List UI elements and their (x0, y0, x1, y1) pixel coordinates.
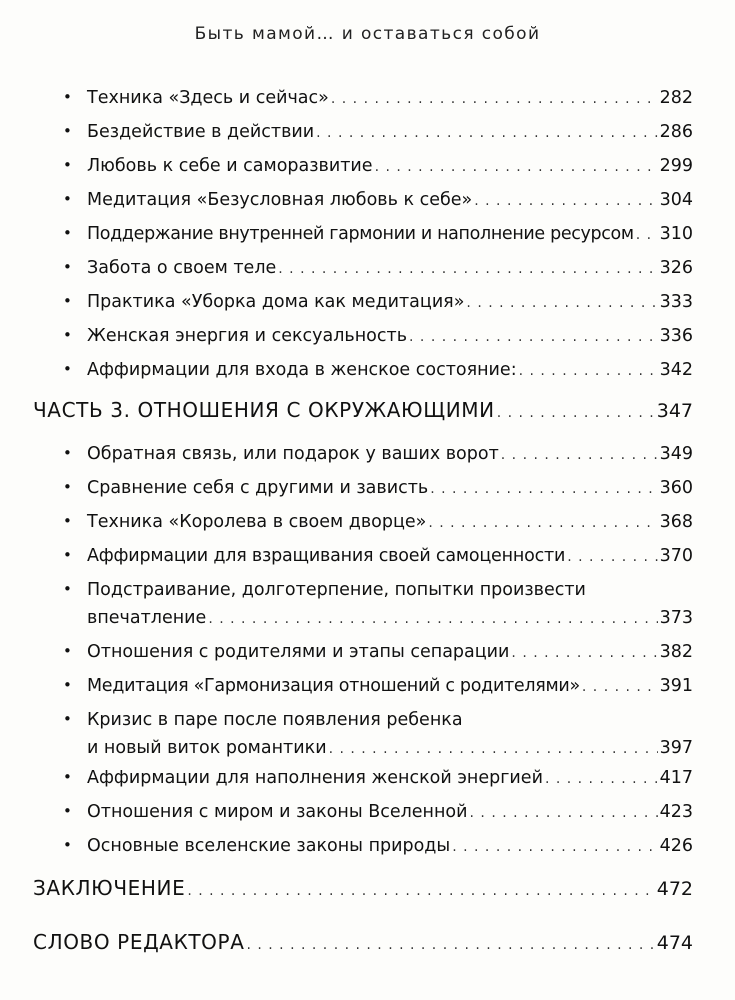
dot-leader (497, 405, 655, 421)
editor-word-title: СЛОВО РЕДАКТОРА (33, 930, 245, 954)
toc-entry-page: 333 (659, 292, 693, 312)
bullet: • (63, 512, 72, 530)
toc-entry-page: 299 (659, 156, 693, 176)
toc-entry-title: Сравнение себя с другими и зависть (87, 478, 429, 498)
toc-entry-page: 310 (659, 224, 693, 244)
toc-entry-title: Основные вселенские законы природы (87, 836, 451, 856)
toc-entry-title: Забота о своем теле (87, 258, 277, 278)
dot-leader (466, 295, 657, 311)
dot-leader (428, 515, 657, 531)
toc-entry-title: Кризис в паре после появления ребенка (87, 710, 463, 730)
toc-entry-title: Медитация «Безусловная любовь к себе» (87, 190, 473, 210)
toc-entry-page: 426 (659, 836, 693, 856)
toc-entry-page: 282 (659, 88, 693, 108)
toc-entry-page: 382 (659, 642, 693, 662)
running-title: Быть мамой… и оставаться собой (194, 24, 541, 44)
bullet: • (63, 156, 72, 174)
dot-leader (545, 771, 658, 787)
toc-entry-title: Любовь к себе и саморазвитие (87, 156, 373, 176)
part-page: 347 (656, 400, 693, 422)
toc-entry-title: Техника «Здесь и сейчас» (87, 88, 329, 108)
bullet: • (63, 122, 72, 140)
dot-leader (187, 883, 654, 899)
toc-entry-page: 342 (659, 360, 693, 380)
toc-entry-page: 423 (659, 802, 693, 822)
toc-entry-title: Аффирмации для входа в женское состояние: (87, 360, 517, 380)
bullet: • (63, 478, 72, 496)
bullet: • (63, 580, 72, 598)
dot-leader (430, 481, 657, 497)
toc-entry-page: 336 (659, 326, 693, 346)
toc-entry-title: Подстраивание, долготерпение, попытки произвести (87, 580, 586, 600)
dot-leader (582, 679, 658, 695)
bullet: • (63, 802, 72, 820)
toc-entry-title: Аффирмации для взращивания своей самоценности (87, 546, 566, 566)
dot-leader (329, 741, 658, 757)
bullet: • (63, 546, 72, 564)
bullet: • (63, 190, 72, 208)
toc-entry-page: 397 (659, 738, 693, 758)
toc-entry-title: Аффирмации для наполнения женской энергией (87, 768, 543, 788)
editor-word-page: 474 (656, 932, 693, 954)
toc-entry-page: 349 (659, 444, 693, 464)
part-title: ЧАСТЬ 3. ОТНОШЕНИЯ С ОКРУЖАЮЩИМИ (33, 398, 495, 422)
toc-entry-title: Практика «Уборка дома как медитация» (87, 292, 465, 312)
toc-entry-page: 373 (659, 608, 693, 628)
toc-entry-page: 304 (659, 190, 693, 210)
toc-entry-title: Поддержание внутренней гармонии и наполнение ресурсом (87, 224, 634, 244)
toc-entry-page: 417 (659, 768, 693, 788)
dot-leader (452, 839, 657, 855)
dot-leader (470, 805, 658, 821)
dot-leader (511, 645, 657, 661)
bullet: • (63, 444, 72, 462)
bullet: • (63, 642, 72, 660)
toc-entry-page: 360 (659, 478, 693, 498)
bullet: • (63, 676, 72, 694)
toc-entry-title-cont: впечатление (87, 608, 207, 628)
dot-leader (501, 447, 658, 463)
toc-entry-title: Обратная связь, или подарок у ваших ворот (87, 444, 499, 464)
toc-entry-title: Отношения с родителями и этапы сепарации (87, 642, 510, 662)
dot-leader (636, 227, 658, 243)
toc-entry-title: Техника «Королева в своем дворце» (87, 512, 427, 532)
dot-leader (208, 611, 657, 627)
bullet: • (63, 258, 72, 276)
toc-entry-page: 391 (659, 676, 693, 696)
toc-entry-title: Женская энергия и сексуальность (87, 326, 408, 346)
toc-entry-title: Бездействие в действии (87, 122, 315, 142)
bullet: • (63, 326, 72, 344)
toc-entry-title-cont: и новый виток романтики (87, 738, 327, 758)
bullet: • (63, 360, 72, 378)
dot-leader (519, 363, 658, 379)
conclusion-page: 472 (656, 878, 693, 900)
conclusion-title: ЗАКЛЮЧЕНИЕ (33, 876, 186, 900)
dot-leader (331, 91, 658, 107)
bullet: • (63, 710, 72, 728)
bullet: • (63, 292, 72, 310)
dot-leader (375, 159, 658, 175)
toc-entry-title: Отношения с миром и законы Вселенной (87, 802, 468, 822)
dot-leader (409, 329, 658, 345)
toc-entry-page: 286 (659, 122, 693, 142)
dot-leader (278, 261, 657, 277)
dot-leader (474, 193, 657, 209)
bullet: • (63, 88, 72, 106)
toc-entry-title: Медитация «Гармонизация отношений с родителями» (87, 676, 580, 696)
dot-leader (246, 937, 654, 953)
bullet: • (63, 836, 72, 854)
toc-entry-page: 368 (659, 512, 693, 532)
dot-leader (316, 125, 657, 141)
bullet: • (63, 768, 72, 786)
bullet: • (63, 224, 72, 242)
toc-entry-page: 370 (659, 546, 693, 566)
toc-entry-page: 326 (659, 258, 693, 278)
dot-leader (567, 549, 657, 565)
